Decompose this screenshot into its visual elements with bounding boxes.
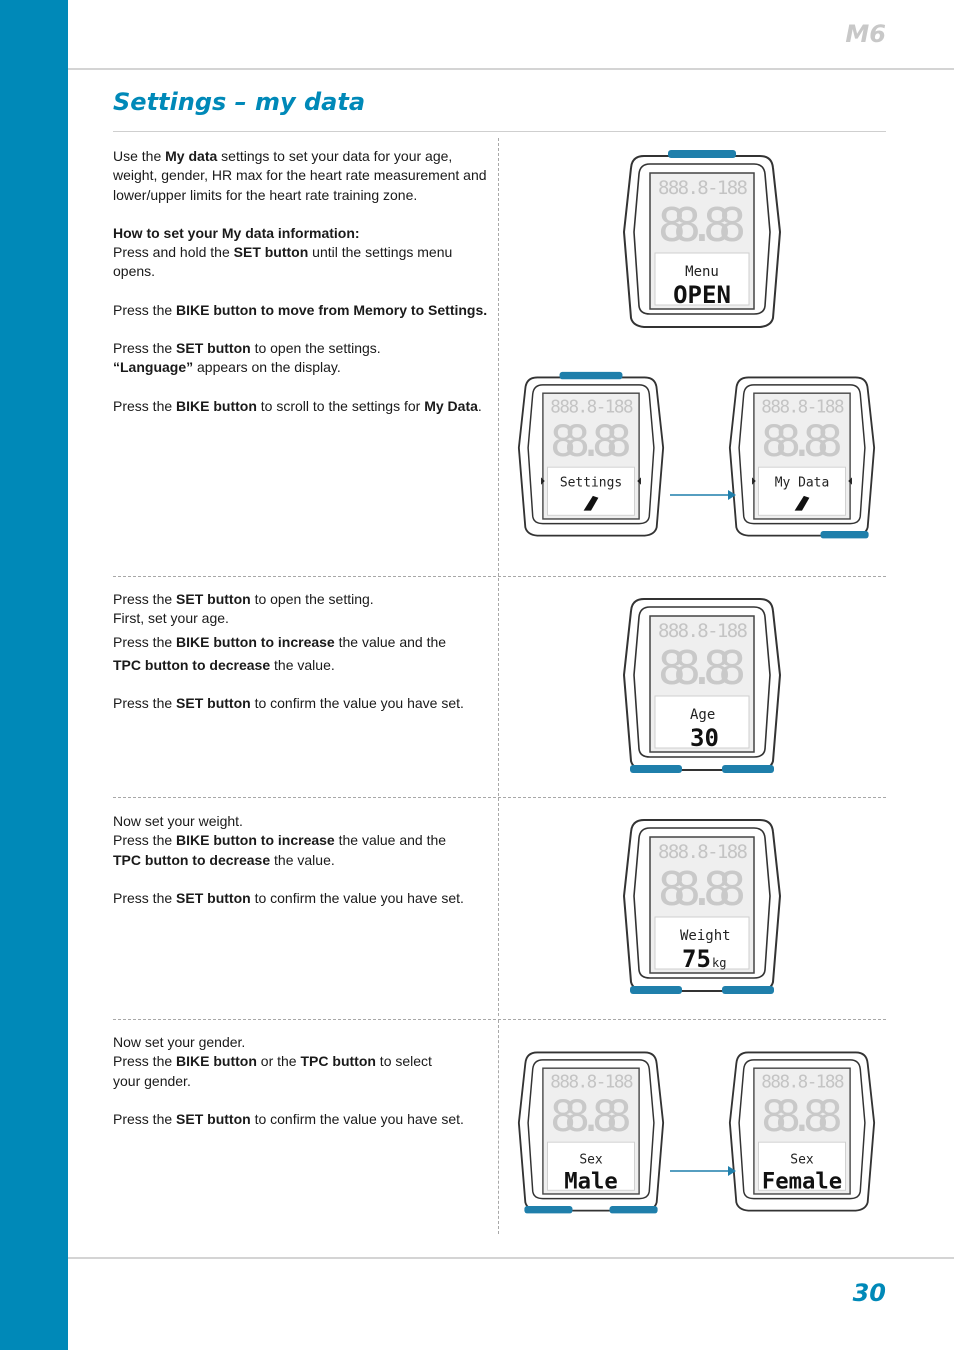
age-text: [113, 590, 493, 713]
age-step: Press the BIKE button to increase the value and the: [113, 633, 447, 650]
highlighted-button: [524, 1206, 572, 1213]
display-label: Age: [690, 707, 716, 723]
svg-text:888.8-188: 888.8-188: [658, 620, 748, 642]
device-weight: [622, 810, 782, 1002]
svg-text:88.88: 88.88: [550, 418, 632, 468]
age-step: TPC button to decrease the value.: [113, 656, 335, 673]
display-label: Weight: [680, 928, 731, 944]
age-step: First, set your age.: [113, 610, 229, 627]
gender-step: Press the BIKE button or the TPC button to select: [113, 1053, 432, 1070]
arrow-right-icon: [664, 1164, 740, 1178]
model-name: M6: [845, 20, 886, 48]
display-label: Menu: [685, 264, 719, 280]
display-unit: kg: [712, 956, 727, 970]
intro-text: [113, 147, 493, 416]
display-value: 30: [690, 724, 719, 752]
highlighted-button: [668, 150, 736, 158]
display-value: OPEN: [673, 281, 731, 309]
svg-text:88.88: 88.88: [658, 641, 746, 695]
weight-text: [113, 812, 493, 908]
highlighted-button: [610, 1206, 658, 1213]
gender-step: Now set your gender.: [113, 1034, 246, 1050]
age-step: Press the SET button to confirm the value you have set.: [113, 695, 464, 712]
weight-step: TPC button to decrease the value.: [113, 851, 335, 868]
column-divider: [498, 798, 499, 1016]
sidebar-color-band: [0, 0, 68, 1350]
svg-text:888.8-188: 888.8-188: [550, 397, 634, 418]
device-menu-open: [622, 146, 782, 338]
device-age: [622, 589, 782, 781]
step-scroll-mydata: Press the BIKE button to scroll to the settings for My Data.: [113, 397, 482, 414]
highlighted-button: [821, 531, 869, 538]
svg-text:888.8-188: 888.8-188: [761, 397, 845, 418]
device-sex-female: [728, 1036, 876, 1228]
step-language: “Language” appears on the display.: [113, 359, 341, 376]
arrow-right-icon: [664, 488, 740, 502]
step-move-settings: Press the BIKE button to move from Memory to Settings.: [113, 301, 488, 318]
highlighted-button: [722, 986, 774, 994]
display-value: Male: [564, 1168, 618, 1195]
howto-heading: How to set your My data information:: [113, 224, 360, 241]
section-divider: [113, 797, 886, 798]
footer-rule: [68, 1257, 954, 1259]
display-value: Female: [761, 1168, 843, 1195]
svg-text:888.8-188: 888.8-188: [658, 841, 748, 863]
svg-text:88.88: 88.88: [761, 418, 843, 468]
highlighted-button: [630, 765, 682, 773]
display-label: Sex: [790, 1152, 814, 1168]
svg-text:88.88: 88.88: [761, 1093, 843, 1143]
weight-step: Press the SET button to confirm the value you have set.: [113, 889, 464, 906]
svg-text:888.8-188: 888.8-188: [761, 1072, 845, 1093]
page-number: 30: [852, 1279, 886, 1307]
gender-step: Press the SET button to confirm the value you have set.: [113, 1110, 464, 1127]
highlighted-button: [560, 372, 623, 379]
step-open-menu: Press and hold the SET button until the settings menu opens.: [113, 244, 453, 280]
gender-text: [113, 1033, 493, 1129]
highlighted-button: [630, 986, 682, 994]
age-step: Press the SET button to open the setting.: [113, 591, 374, 607]
step-open-settings: Press the SET button to open the settings.: [113, 340, 381, 357]
svg-text:88.88: 88.88: [658, 198, 746, 252]
section-divider: [113, 576, 886, 577]
svg-text:888.8-188: 888.8-188: [550, 1072, 634, 1093]
device-settings: [517, 361, 665, 553]
display-value: 75: [682, 945, 711, 973]
section-divider: [113, 1019, 886, 1020]
display-label: Sex: [579, 1152, 603, 1168]
column-divider: [498, 1020, 499, 1234]
highlighted-button: [722, 765, 774, 773]
page-title: Settings – my data: [113, 88, 366, 116]
display-label: My Data: [774, 475, 830, 491]
gender-step: your gender.: [113, 1072, 191, 1089]
svg-text:88.88: 88.88: [658, 862, 746, 916]
svg-text:88.88: 88.88: [550, 1093, 632, 1143]
weight-step: Press the BIKE button to increase the value and the: [113, 832, 447, 849]
device-mydata: [728, 361, 876, 553]
column-divider: [498, 578, 499, 796]
weight-step: Now set your weight.: [113, 813, 243, 829]
svg-text:888.8-188: 888.8-188: [658, 177, 748, 199]
display-label: Settings: [559, 475, 623, 491]
title-rule: [113, 131, 886, 132]
intro-paragraph: Use the My data settings to set your data for your age, weight, gender, HR max for the heart rate measurement and lower/upper limits for the heart rate training zone.: [113, 148, 487, 203]
column-divider: [498, 138, 499, 576]
header-rule: [68, 68, 954, 70]
device-sex-male: [517, 1036, 665, 1228]
